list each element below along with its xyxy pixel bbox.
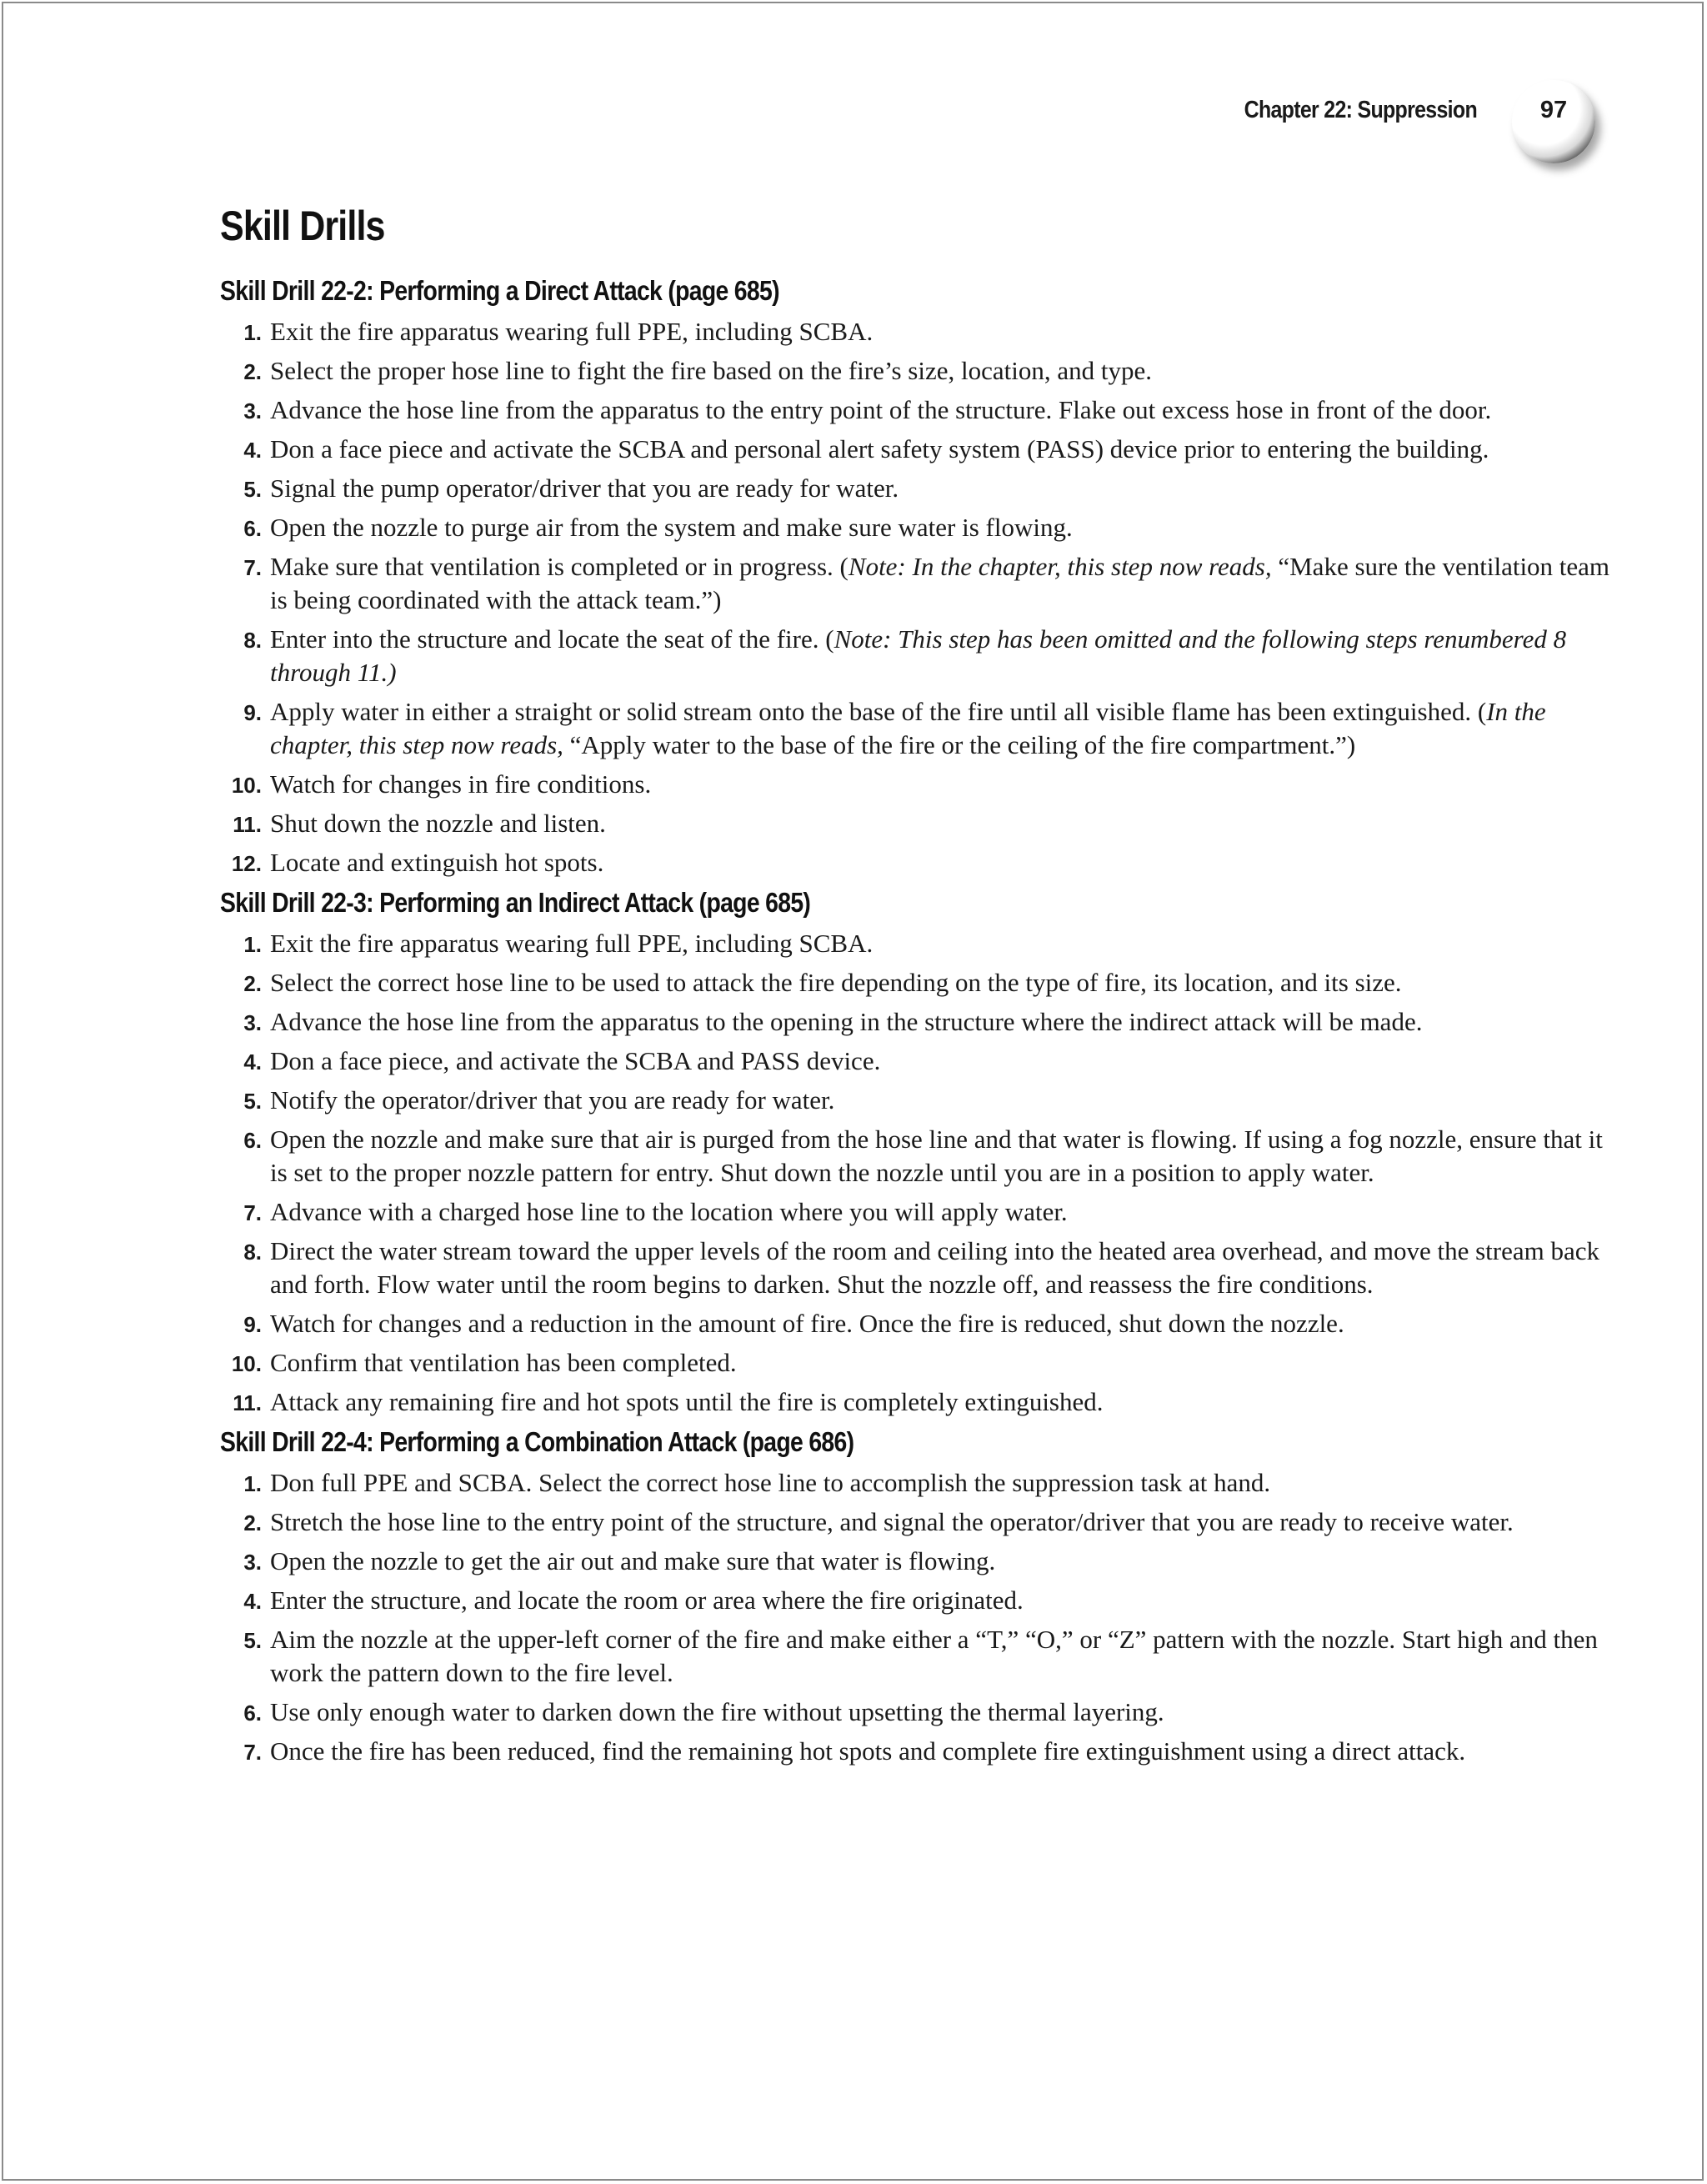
- list-item: [220, 1545, 1620, 1578]
- list-item: [220, 472, 1620, 505]
- list-item: [220, 1584, 1620, 1617]
- step-text: Advance the hose line from the apparatus to the entry point of the structure. Flake out excess hose in front of the door.: [270, 395, 1492, 424]
- step-number: 10.: [231, 773, 262, 798]
- list-item: [220, 1505, 1620, 1539]
- step-note: Note: This step has been omitted and the following steps renumbered 8 through 11.): [270, 624, 1567, 687]
- step-text-after: “Apply water to the base of the fire or the ceiling of the fire compartment.”): [563, 730, 1356, 759]
- step-number: 11.: [233, 812, 262, 837]
- step-text: Signal the pump operator/driver that you are ready for water.: [270, 473, 899, 503]
- step-number: 1.: [243, 320, 262, 345]
- step-number: 12.: [231, 851, 262, 876]
- step-text: Enter the structure, and locate the room or area where the fire originated.: [270, 1585, 1024, 1615]
- step-text: Advance the hose line from the apparatus to the opening in the structure where the indirect attack will be made.: [270, 1007, 1423, 1036]
- list-item: [220, 927, 1620, 960]
- step-number: 8.: [243, 1240, 262, 1265]
- step-number: 9.: [243, 700, 262, 725]
- step-number: 5.: [243, 1628, 262, 1653]
- step-number: 6.: [243, 1128, 262, 1153]
- step-number: 4.: [243, 1589, 262, 1614]
- step-number: 7.: [243, 1740, 262, 1765]
- section-title: Skill Drills: [220, 203, 385, 249]
- list-item: [220, 1346, 1620, 1380]
- list-item: [220, 1307, 1620, 1340]
- step-number: 6.: [243, 1701, 262, 1726]
- list-item: [220, 1044, 1620, 1078]
- step-text: Enter into the structure and locate the seat of the fire. (: [270, 624, 834, 654]
- step-text: Aim the nozzle at the upper-left corner of the fire and make either a “T,” “O,” or “Z” pattern with the nozzle. Start high and then work the pattern down to the fire level.: [270, 1625, 1598, 1687]
- drill-heading: Skill Drill 22-3: Performing an Indirect Attack (page 685): [220, 887, 811, 918]
- step-text: Use only enough water to darken down the fire without upsetting the thermal layering.: [270, 1697, 1164, 1726]
- step-text: Don full PPE and SCBA. Select the correct hose line to accomplish the suppression task at hand.: [270, 1468, 1271, 1497]
- step-number: 9.: [243, 1312, 262, 1337]
- list-item: [220, 393, 1620, 427]
- step-text: Exit the fire apparatus wearing full PPE, including SCBA.: [270, 317, 874, 346]
- list-item: [220, 1195, 1620, 1229]
- step-text: Watch for changes in fire conditions.: [270, 769, 652, 799]
- list-item: [220, 1696, 1620, 1729]
- list-item: [220, 1123, 1620, 1190]
- step-text: Don a face piece and activate the SCBA and personal alert safety system (PASS) device prior to entering the building.: [270, 434, 1489, 463]
- step-text: Advance with a charged hose line to the location where you will apply water.: [270, 1197, 1068, 1226]
- step-text: Watch for changes and a reduction in the amount of fire. Once the fire is reduced, shut down the nozzle.: [270, 1309, 1344, 1338]
- step-text: Open the nozzle to get the air out and make sure that water is flowing.: [270, 1546, 996, 1575]
- list-item: [220, 550, 1620, 617]
- step-number: 3.: [243, 398, 262, 423]
- step-list: [220, 315, 1620, 879]
- list-item: [220, 1466, 1620, 1500]
- step-number: 6.: [243, 516, 262, 541]
- step-text: Make sure that ventilation is completed or in progress. (: [270, 552, 848, 581]
- list-item: [220, 1235, 1620, 1301]
- list-item: [220, 511, 1620, 544]
- step-text: Select the correct hose line to be used to attack the fire depending on the type of fire, its location, and its size.: [270, 968, 1402, 997]
- step-text: Stretch the hose line to the entry point of the structure, and signal the operator/driver that you are ready to receive water.: [270, 1507, 1514, 1536]
- content: [220, 202, 1620, 1774]
- list-item: [220, 768, 1620, 801]
- list-item: [220, 1623, 1620, 1690]
- step-text: Locate and extinguish hot spots.: [270, 848, 604, 877]
- step-note: Note: In the chapter, this step now reads,: [848, 552, 1272, 581]
- step-text: Attack any remaining fire and hot spots until the fire is completely extinguished.: [270, 1387, 1104, 1416]
- skill-drill: [220, 1425, 1620, 1768]
- list-item: [220, 354, 1620, 388]
- running-head: Chapter 22: Suppression: [1244, 97, 1477, 123]
- step-number: 3.: [243, 1010, 262, 1035]
- step-number: 1.: [243, 1471, 262, 1496]
- step-text: Don a face piece, and activate the SCBA and PASS device.: [270, 1046, 881, 1075]
- step-number: 11.: [233, 1390, 262, 1415]
- list-item: [220, 807, 1620, 840]
- step-number: 7.: [243, 1200, 262, 1225]
- step-number: 4.: [243, 438, 262, 463]
- step-number: 8.: [243, 628, 262, 653]
- step-number: 1.: [243, 932, 262, 957]
- step-note: In the chapter, this step now reads,: [270, 697, 1546, 759]
- step-text: Once the fire has been reduced, find the remaining hot spots and complete fire extinguishment using a direct attack.: [270, 1736, 1466, 1766]
- drill-heading: Skill Drill 22-4: Performing a Combination Attack (page 686): [220, 1426, 854, 1457]
- step-text: Notify the operator/driver that you are ready for water.: [270, 1085, 835, 1115]
- step-text: Select the proper hose line to fight the fire based on the fire’s size, location, and type.: [270, 356, 1152, 385]
- step-number: 2.: [243, 1510, 262, 1535]
- skill-drill: [220, 273, 1620, 879]
- step-number: 7.: [243, 555, 262, 580]
- page-number: 97: [1539, 97, 1568, 123]
- list-item: [220, 966, 1620, 999]
- drill-heading: Skill Drill 22-2: Performing a Direct Attack (page 685): [220, 275, 779, 306]
- skill-drill: [220, 885, 1620, 1419]
- step-text: Direct the water stream toward the upper levels of the room and ceiling into the heated area overhead, and move the stream back and forth. Flow water until the room begins to darken. Shut the nozzle off, and reassess the fire conditions.: [270, 1236, 1599, 1299]
- step-text: Open the nozzle and make sure that air is purged from the hose line and that water is flowing. If using a fog nozzle, ensure that it is set to the proper nozzle pattern for entry. Shut down the nozzle until you are in a position to apply water.: [270, 1125, 1603, 1187]
- page: [2, 2, 1704, 2181]
- step-number: 5.: [243, 1089, 262, 1114]
- step-text: Apply water in either a straight or solid stream onto the base of the fire until all visible flame has been extinguished. (: [270, 697, 1487, 726]
- step-number: 2.: [243, 359, 262, 384]
- list-item: [220, 1005, 1620, 1039]
- step-number: 4.: [243, 1049, 262, 1074]
- list-item: [220, 623, 1620, 689]
- list-item: [220, 695, 1620, 762]
- list-item: [220, 1735, 1620, 1768]
- list-item: [220, 1385, 1620, 1419]
- step-number: 2.: [243, 971, 262, 996]
- step-number: 3.: [243, 1550, 262, 1575]
- list-item: [220, 433, 1620, 466]
- step-text-after: “Make sure the ventilation team is being coordinated with the attack team.”): [270, 552, 1610, 614]
- step-text: Confirm that ventilation has been completed.: [270, 1348, 737, 1377]
- step-number: 10.: [231, 1351, 262, 1376]
- step-text: Shut down the nozzle and listen.: [270, 809, 606, 838]
- drill-list: [220, 273, 1620, 1768]
- step-list: [220, 927, 1620, 1419]
- list-item: [220, 1084, 1620, 1117]
- list-item: [220, 846, 1620, 879]
- step-text: Open the nozzle to purge air from the system and make sure water is flowing.: [270, 513, 1073, 542]
- list-item: [220, 315, 1620, 348]
- step-number: 5.: [243, 477, 262, 502]
- step-list: [220, 1466, 1620, 1768]
- step-text: Exit the fire apparatus wearing full PPE, including SCBA.: [270, 929, 874, 958]
